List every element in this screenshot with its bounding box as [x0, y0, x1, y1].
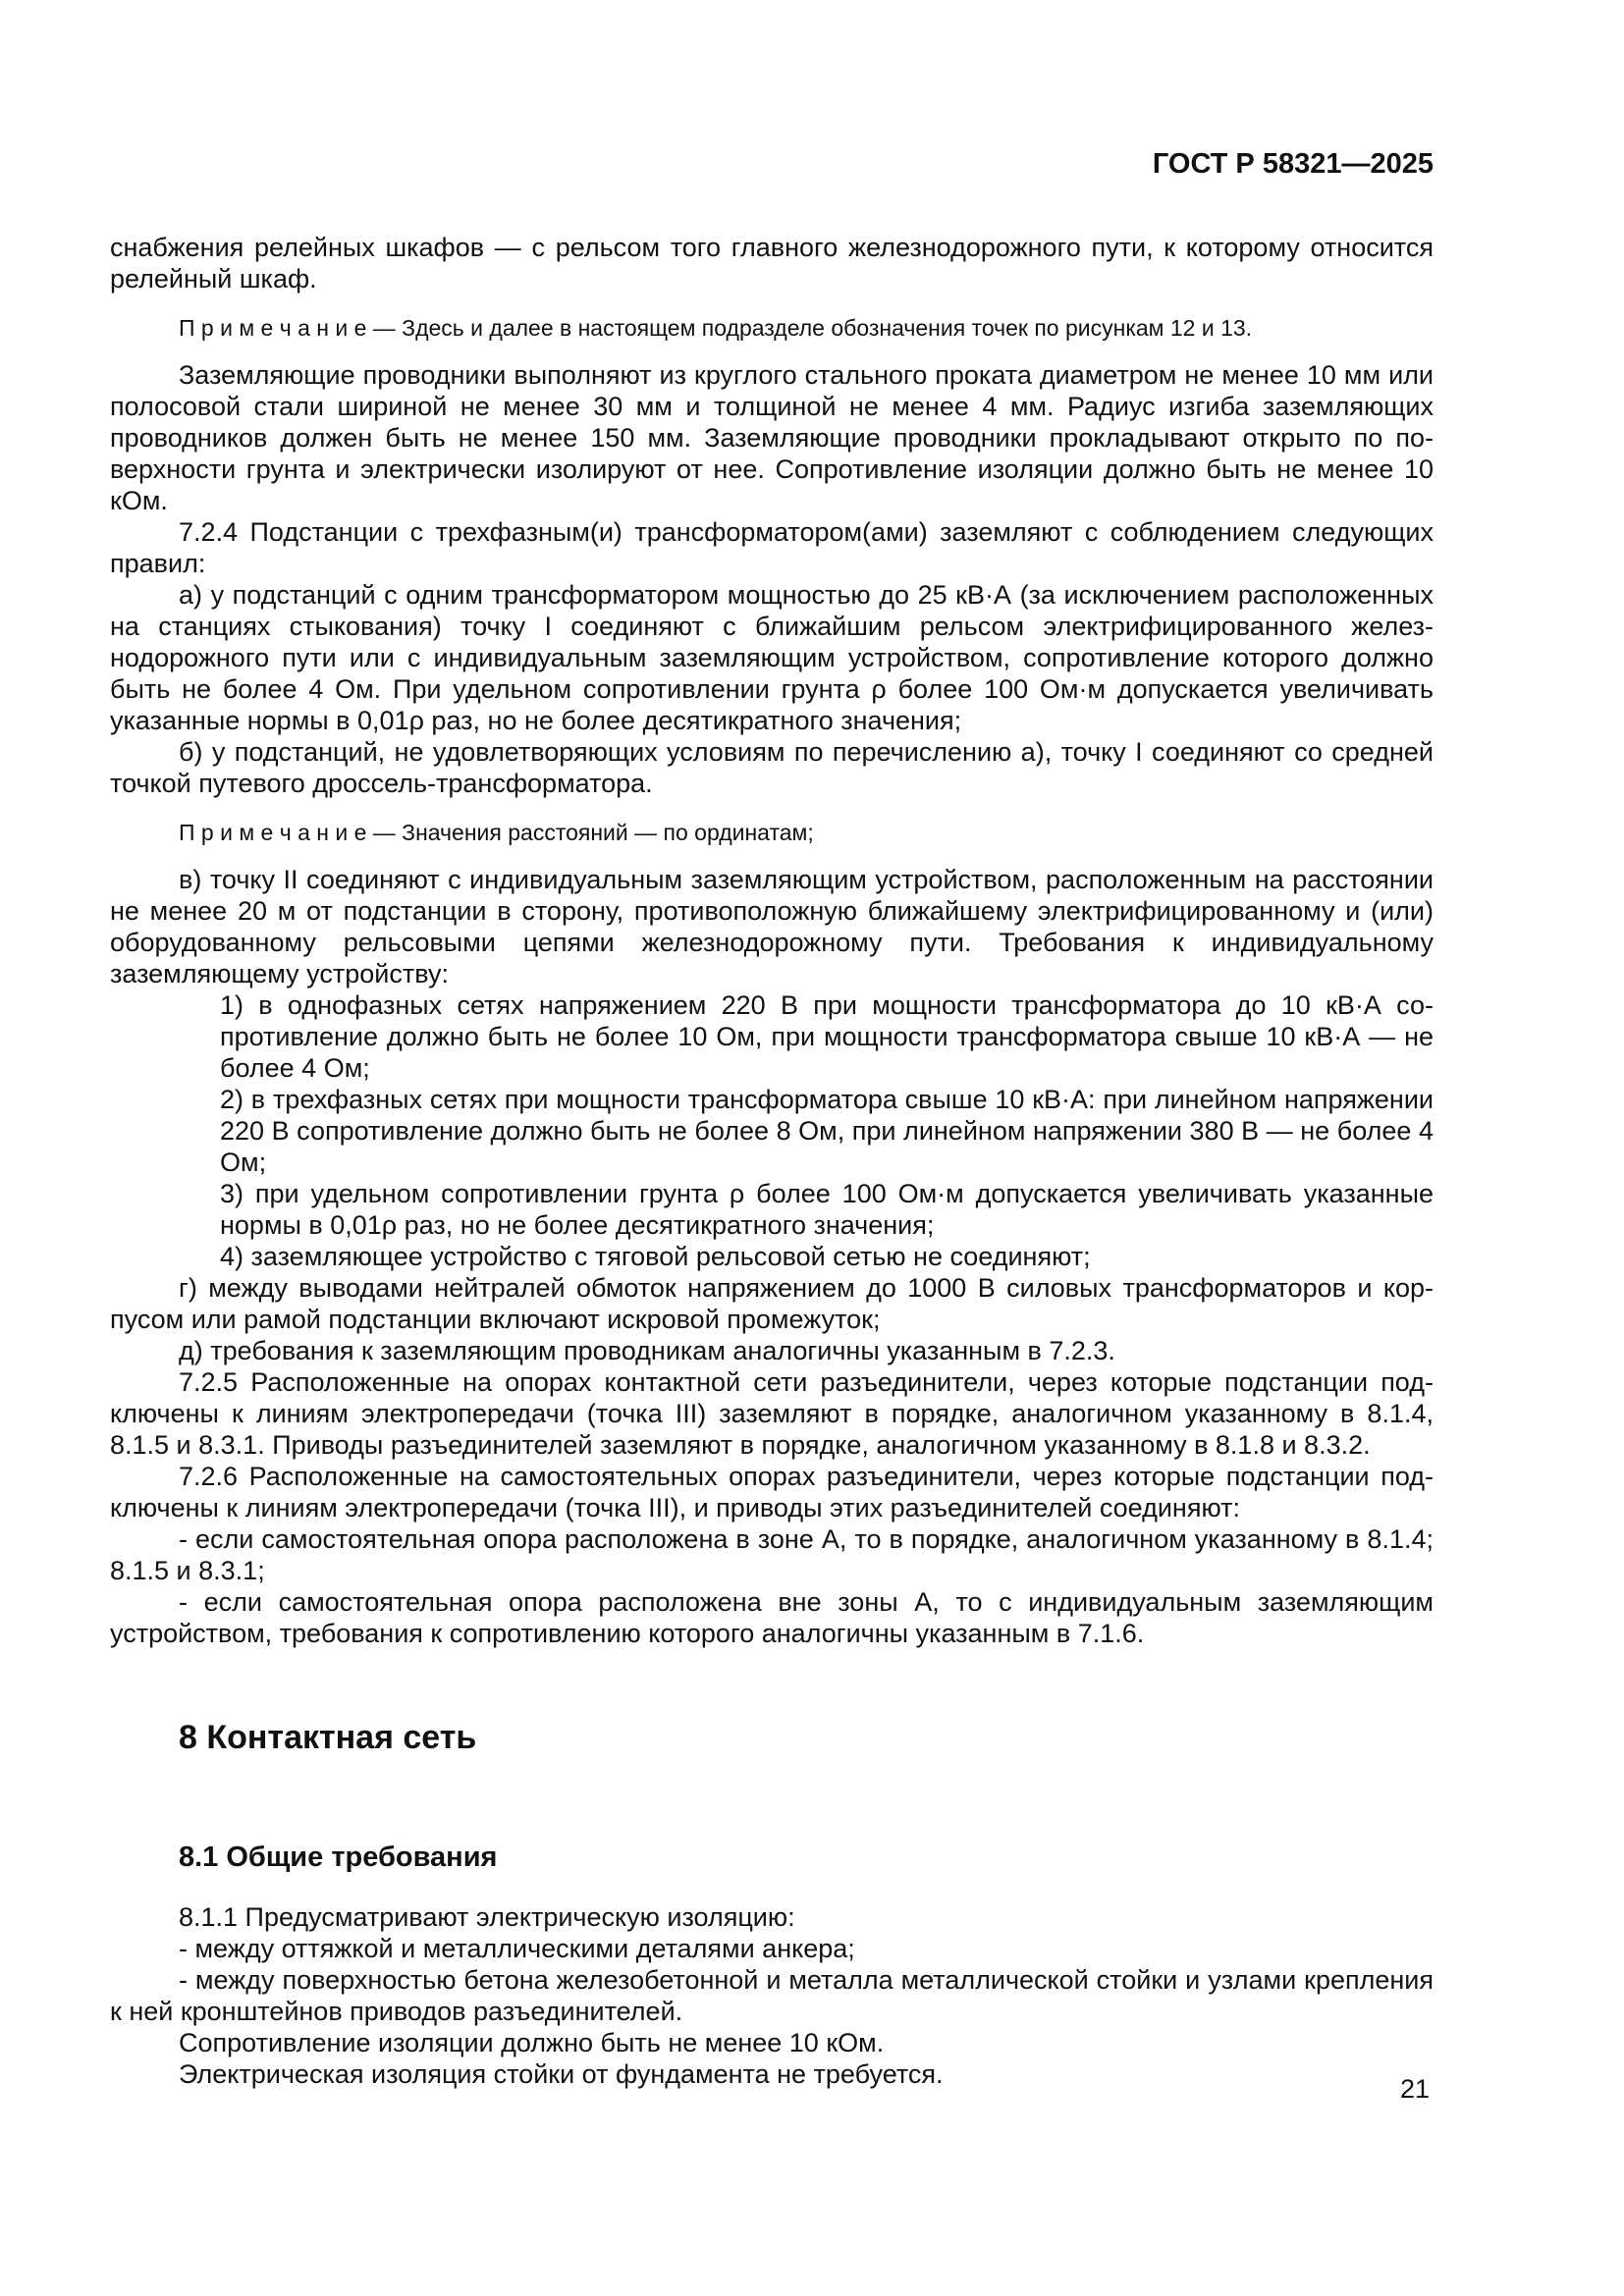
paragraph-insulation-resistance: Сопротивление изоляции должно быть не менее 10 кОм.	[179, 2028, 885, 2057]
dash-item-concrete-surface: - между поверхностью бетона железобетонной и металла металлической стойки и узлами крепления к ней кронштейнов приводов разъединителей.	[110, 1965, 1434, 2026]
sub-item-3: 3) при удельном сопротивлении грунта ρ более 100 Ом·м допускается увеличивать указанные нормы в 0,01ρ раз, но не более десятикратного значения;	[220, 1179, 1434, 1240]
list-item-b: б) у подстанций, не удовлетворяющих условиям по перечислению а), точку I соединяют со средней точкой путевого дроссель-трансформатора.	[110, 737, 1434, 798]
sub-item-1: 1) в однофазных сетях напряжением 220 В при мощности трансформатора до 10 кВ·А сопротивление должно быть не более 10 Ом, при мощности трансформатора свыше 10 кВ·А — не более 4 Ом;	[220, 990, 1434, 1083]
sub-item-2: 2) в трехфазных сетях при мощности трансформатора свыше 10 кВ·А: при линейном напряжении 220 В сопротивление должно быть не более 8 Ом, при линейном напряжении 380 В — не более 4 Ом;	[220, 1085, 1434, 1177]
paragraph-grounding-conductors: Заземляющие проводники выполняют из круглого стального проката диаметром не менее 10 мм или полосовой стали шириной не менее 30 мм и толщиной не менее 4 мм. Радиус изгиба заземляющих проводников должен быть не менее 150 мм. Заземляющие проводники прокладывают открыто по поверхности грунта и электрически изолируют от нее. Сопротивление изоляции должно быть не менее 10 кОм.	[110, 360, 1434, 515]
page-number: 21	[1399, 2074, 1430, 2104]
list-item-g: г) между выводами нейтралей обмоток напряжением до 1000 В силовых трансформаторов и корпусом или рамой подстанции включают искровой промежуток;	[110, 1273, 1434, 1334]
paragraph-7-2-4: 7.2.4 Подстанции с трехфазным(и) трансформатором(ами) заземляют с соблюдением следующих правил:	[110, 517, 1434, 578]
standard-designation-header: ГОСТ Р 58321—2025	[1152, 148, 1434, 180]
list-item-d: д) требования к заземляющим проводникам аналогичны указанным в 7.2.3.	[179, 1336, 1115, 1365]
paragraph-7-2-6: 7.2.6 Расположенные на самостоятельных опорах разъединители, через которые подстанции подключены к линиям электропередачи (точка III), и приводы этих разъединителей соединяют:	[110, 1462, 1434, 1522]
dash-item-outside-zone-a: - если самостоятельная опора расположена вне зоны А, то с индивидуальным заземляющим устройством, требования к сопротивлению которого аналогичны указанным в 7.1.6.	[110, 1587, 1434, 1648]
section-8-heading: 8 Контактная сеть	[179, 1719, 477, 1756]
note-distances: П р и м е ч а н и е — Значения расстояний — по ординатам;	[179, 820, 814, 845]
list-item-a: а) у подстанций с одним трансформатором мощностью до 25 кВ·А (за исключением расположенных на станциях стыкования) точку I соединяют с ближайшим рельсом электрифицированного железнодорожного пути или с индивидуальным заземляющим устройством, сопротивление которого должно быть не более 4 Ом. При удельном сопротивлении грунта ρ более 100 Ом·м допускается увеличивать указанные нормы в 0,01ρ раз, но не более десятикратного значения;	[110, 580, 1434, 735]
paragraph-8-1-1: 8.1.1 Предусматривают электрическую изоляцию:	[179, 1902, 795, 1932]
list-item-v: в) точку II соединяют с индивидуальным заземляющим устройством, расположенным на расстоянии не менее 20 м от подстанции в сторону, противоположную ближайшему электрифицированному и (или) оборудованному рельсовыми цепями железнодорожному пути. Требования к индивидуальному заземляющему устройству:	[110, 865, 1434, 988]
paragraph-no-foundation-insulation: Электрическая изоляция стойки от фундамента не требуется.	[179, 2059, 944, 2089]
page-content	[110, 147, 1434, 2090]
subsection-8-1-heading: 8.1 Общие требования	[179, 1842, 498, 1873]
paragraph-continued: снабжения релейных шкафов — с рельсом того главного железнодорожного пути, к которому относится релейный шкаф.	[110, 233, 1434, 294]
paragraph-7-2-5: 7.2.5 Расположенные на опорах контактной сети разъединители, через которые подстанции подключены к линиям электропередачи (точка III) заземляют в порядке, аналогичном указанному в 8.1.4, 8.1.5 и 8.3.1. Приводы разъединителей заземляют в порядке, аналогичном указанному в 8.1.8 и 8.3.2.	[110, 1367, 1434, 1460]
dash-item-anchor: - между оттяжкой и металлическими деталями анкера;	[179, 1934, 855, 1963]
dash-item-zone-a: - если самостоятельная опора расположена в зоне А, то в порядке, аналогичном указанному в 8.1.4; 8.1.5 и 8.3.1;	[110, 1524, 1434, 1585]
sub-item-4: 4) заземляющее устройство с тяговой рельсовой сетью не соединяют;	[220, 1242, 1091, 1271]
note-points-designation: П р и м е ч а н и е — Здесь и далее в настоящем подразделе обозначения точек по рисункам 12 и 13.	[179, 315, 1253, 341]
